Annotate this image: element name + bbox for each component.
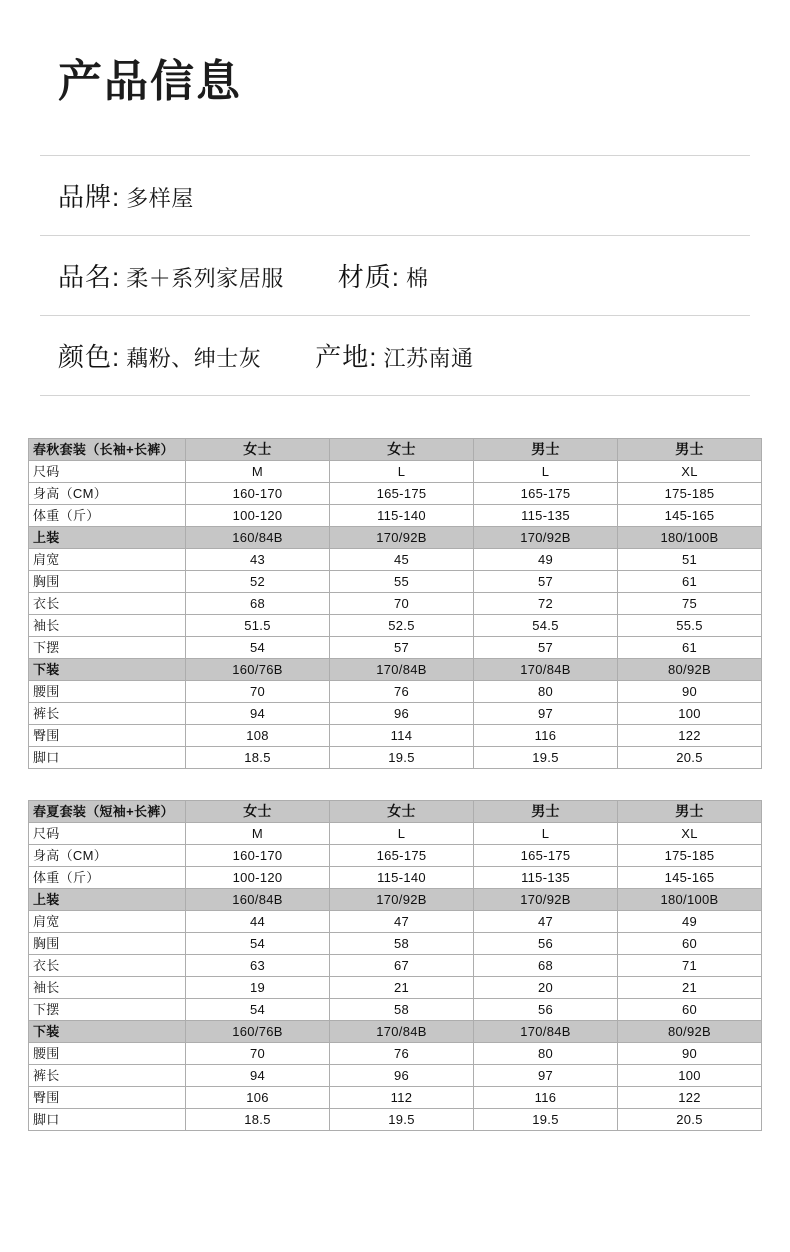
row-label: 体重（斤） bbox=[29, 866, 186, 888]
table-row bbox=[29, 1086, 762, 1108]
product-info-list bbox=[40, 155, 750, 396]
table-cell: 80/92B bbox=[618, 1020, 762, 1042]
table-cell: L bbox=[474, 822, 618, 844]
table-cell: 63 bbox=[186, 954, 330, 976]
table-cell: 170/84B bbox=[474, 658, 618, 680]
table-cell: 180/100B bbox=[618, 526, 762, 548]
table-cell: L bbox=[330, 460, 474, 482]
table-cell: 160/84B bbox=[186, 526, 330, 548]
table-cell: 72 bbox=[474, 592, 618, 614]
table-cell: L bbox=[330, 822, 474, 844]
table-cell: 44 bbox=[186, 910, 330, 932]
table-cell: 52 bbox=[186, 570, 330, 592]
table-row bbox=[29, 976, 762, 998]
table-cell: 19.5 bbox=[474, 1108, 618, 1130]
table-cell: 115-140 bbox=[330, 504, 474, 526]
table-cell: 57 bbox=[474, 636, 618, 658]
table-cell: 58 bbox=[330, 932, 474, 954]
info-pair bbox=[58, 337, 261, 374]
table-cell: 55 bbox=[330, 570, 474, 592]
table-section-row bbox=[29, 1020, 762, 1042]
table-row bbox=[29, 482, 762, 504]
size-table-spring-autumn-set bbox=[28, 438, 762, 769]
info-label: 颜色: bbox=[58, 341, 121, 372]
table-row bbox=[29, 636, 762, 658]
table-cell: 114 bbox=[330, 724, 474, 746]
table-cell: 170/92B bbox=[330, 888, 474, 910]
table-cell: 60 bbox=[618, 998, 762, 1020]
table-cell: 97 bbox=[474, 702, 618, 724]
row-label: 上装 bbox=[29, 526, 186, 548]
table-row bbox=[29, 746, 762, 768]
table-header-row bbox=[29, 800, 762, 822]
table-row bbox=[29, 866, 762, 888]
table-row bbox=[29, 844, 762, 866]
table-cell: 165-175 bbox=[330, 482, 474, 504]
table-cell: 20.5 bbox=[618, 1108, 762, 1130]
table-title-cell: 春夏套装（短袖+长裤） bbox=[29, 800, 186, 822]
row-label: 脚口 bbox=[29, 1108, 186, 1130]
info-row bbox=[40, 316, 750, 396]
table-cell: 47 bbox=[474, 910, 618, 932]
table-cell: 54 bbox=[186, 932, 330, 954]
column-header: 男士 bbox=[618, 800, 762, 822]
table-cell: 80 bbox=[474, 680, 618, 702]
row-label: 衣长 bbox=[29, 954, 186, 976]
table-cell: 70 bbox=[186, 1042, 330, 1064]
row-label: 身高（CM） bbox=[29, 844, 186, 866]
row-label: 下摆 bbox=[29, 998, 186, 1020]
table-cell: 90 bbox=[618, 680, 762, 702]
table-row bbox=[29, 702, 762, 724]
table-cell: 19.5 bbox=[474, 746, 618, 768]
table-cell: L bbox=[474, 460, 618, 482]
table-cell: 170/92B bbox=[474, 526, 618, 548]
table-cell: 115-135 bbox=[474, 504, 618, 526]
table-row bbox=[29, 998, 762, 1020]
table-cell: 170/92B bbox=[474, 888, 618, 910]
table-cell: 100 bbox=[618, 1064, 762, 1086]
table-cell: 100 bbox=[618, 702, 762, 724]
table-cell: 170/84B bbox=[330, 1020, 474, 1042]
row-label: 臀围 bbox=[29, 724, 186, 746]
table-row bbox=[29, 910, 762, 932]
table-cell: 49 bbox=[474, 548, 618, 570]
table-cell: 180/100B bbox=[618, 888, 762, 910]
table-cell: 112 bbox=[330, 1086, 474, 1108]
table-row bbox=[29, 592, 762, 614]
row-label: 体重（斤） bbox=[29, 504, 186, 526]
size-table-wrap-spring-autumn bbox=[28, 438, 762, 769]
table-cell: 165-175 bbox=[330, 844, 474, 866]
table-row bbox=[29, 932, 762, 954]
table-cell: 52.5 bbox=[330, 614, 474, 636]
table-cell: 116 bbox=[474, 724, 618, 746]
column-header: 男士 bbox=[474, 438, 618, 460]
table-row bbox=[29, 504, 762, 526]
table-cell: 175-185 bbox=[618, 844, 762, 866]
table-cell: 70 bbox=[186, 680, 330, 702]
table-cell: M bbox=[186, 822, 330, 844]
table-row bbox=[29, 548, 762, 570]
table-cell: XL bbox=[618, 822, 762, 844]
info-value: 多样屋 bbox=[126, 185, 194, 211]
table-cell: 106 bbox=[186, 1086, 330, 1108]
table-section-row bbox=[29, 888, 762, 910]
row-label: 下装 bbox=[29, 1020, 186, 1042]
table-section-row bbox=[29, 658, 762, 680]
table-cell: 20 bbox=[474, 976, 618, 998]
row-label: 肩宽 bbox=[29, 548, 186, 570]
table-cell: 68 bbox=[474, 954, 618, 976]
table-row bbox=[29, 680, 762, 702]
table-header-row bbox=[29, 438, 762, 460]
row-label: 身高（CM） bbox=[29, 482, 186, 504]
table-cell: 76 bbox=[330, 680, 474, 702]
table-cell: 96 bbox=[330, 1064, 474, 1086]
table-cell: 96 bbox=[330, 702, 474, 724]
table-cell: 170/84B bbox=[330, 658, 474, 680]
table-title-cell: 春秋套装（长袖+长裤） bbox=[29, 438, 186, 460]
table-cell: 47 bbox=[330, 910, 474, 932]
info-value: 江苏南通 bbox=[383, 345, 474, 371]
table-cell: 61 bbox=[618, 570, 762, 592]
info-row bbox=[40, 156, 750, 236]
table-cell: 43 bbox=[186, 548, 330, 570]
table-cell: 108 bbox=[186, 724, 330, 746]
table-row bbox=[29, 460, 762, 482]
table-cell: 49 bbox=[618, 910, 762, 932]
table-cell: 51 bbox=[618, 548, 762, 570]
info-pair bbox=[338, 257, 429, 294]
table-row bbox=[29, 954, 762, 976]
table-row bbox=[29, 570, 762, 592]
row-label: 胸围 bbox=[29, 570, 186, 592]
table-cell: 160/84B bbox=[186, 888, 330, 910]
table-cell: 54.5 bbox=[474, 614, 618, 636]
table-cell: 19.5 bbox=[330, 1108, 474, 1130]
table-cell: 60 bbox=[618, 932, 762, 954]
table-cell: 19.5 bbox=[330, 746, 474, 768]
table-cell: 90 bbox=[618, 1042, 762, 1064]
table-cell: 165-175 bbox=[474, 482, 618, 504]
table-cell: 61 bbox=[618, 636, 762, 658]
table-cell: 70 bbox=[330, 592, 474, 614]
table-cell: 57 bbox=[330, 636, 474, 658]
table-cell: 58 bbox=[330, 998, 474, 1020]
row-label: 下装 bbox=[29, 658, 186, 680]
table-cell: 57 bbox=[474, 570, 618, 592]
table-cell: 94 bbox=[186, 1064, 330, 1086]
row-label: 腰围 bbox=[29, 680, 186, 702]
table-cell: 45 bbox=[330, 548, 474, 570]
column-header: 男士 bbox=[618, 438, 762, 460]
info-label: 品名: bbox=[58, 261, 121, 292]
table-cell: 71 bbox=[618, 954, 762, 976]
table-cell: 100-120 bbox=[186, 504, 330, 526]
table-row bbox=[29, 1064, 762, 1086]
table-section-row bbox=[29, 526, 762, 548]
table-cell: 97 bbox=[474, 1064, 618, 1086]
table-cell: 145-165 bbox=[618, 866, 762, 888]
table-cell: 122 bbox=[618, 724, 762, 746]
table-cell: 170/84B bbox=[474, 1020, 618, 1042]
table-cell: 54 bbox=[186, 998, 330, 1020]
table-cell: 68 bbox=[186, 592, 330, 614]
column-header: 女士 bbox=[330, 800, 474, 822]
table-cell: 170/92B bbox=[330, 526, 474, 548]
table-row bbox=[29, 822, 762, 844]
table-cell: 94 bbox=[186, 702, 330, 724]
info-value: 柔＋系列家居服 bbox=[126, 265, 284, 291]
info-label: 产地: bbox=[315, 341, 378, 372]
table-cell: 80 bbox=[474, 1042, 618, 1064]
table-cell: 160/76B bbox=[186, 1020, 330, 1042]
table-cell: 100-120 bbox=[186, 866, 330, 888]
row-label: 下摆 bbox=[29, 636, 186, 658]
size-table-wrap-spring-summer bbox=[28, 800, 762, 1131]
info-pair bbox=[58, 177, 194, 214]
row-label: 尺码 bbox=[29, 822, 186, 844]
table-row bbox=[29, 614, 762, 636]
table-cell: 20.5 bbox=[618, 746, 762, 768]
table-cell: 160-170 bbox=[186, 844, 330, 866]
table-cell: 145-165 bbox=[618, 504, 762, 526]
row-label: 袖长 bbox=[29, 614, 186, 636]
table-cell: 67 bbox=[330, 954, 474, 976]
column-header: 男士 bbox=[474, 800, 618, 822]
row-label: 上装 bbox=[29, 888, 186, 910]
table-cell: 76 bbox=[330, 1042, 474, 1064]
table-row bbox=[29, 1042, 762, 1064]
table-cell: 21 bbox=[618, 976, 762, 998]
info-pair bbox=[315, 337, 473, 374]
table-cell: M bbox=[186, 460, 330, 482]
row-label: 胸围 bbox=[29, 932, 186, 954]
info-label: 材质: bbox=[337, 261, 400, 292]
table-cell: 80/92B bbox=[618, 658, 762, 680]
table-cell: 56 bbox=[474, 998, 618, 1020]
row-label: 脚口 bbox=[29, 746, 186, 768]
table-cell: 165-175 bbox=[474, 844, 618, 866]
size-table-spring-summer-set bbox=[28, 800, 762, 1131]
table-cell: XL bbox=[618, 460, 762, 482]
row-label: 裤长 bbox=[29, 702, 186, 724]
table-cell: 75 bbox=[618, 592, 762, 614]
table-cell: 18.5 bbox=[186, 746, 330, 768]
table-cell: 160-170 bbox=[186, 482, 330, 504]
column-header: 女士 bbox=[186, 438, 330, 460]
column-header: 女士 bbox=[186, 800, 330, 822]
table-cell: 55.5 bbox=[618, 614, 762, 636]
row-label: 肩宽 bbox=[29, 910, 186, 932]
info-row bbox=[40, 236, 750, 316]
table-cell: 18.5 bbox=[186, 1108, 330, 1130]
page-title: 产品信息 bbox=[58, 57, 242, 106]
row-label: 裤长 bbox=[29, 1064, 186, 1086]
table-cell: 51.5 bbox=[186, 614, 330, 636]
title-block bbox=[0, 0, 790, 109]
table-cell: 116 bbox=[474, 1086, 618, 1108]
table-cell: 21 bbox=[330, 976, 474, 998]
table-cell: 19 bbox=[186, 976, 330, 998]
info-label: 品牌: bbox=[58, 181, 121, 212]
row-label: 衣长 bbox=[29, 592, 186, 614]
table-cell: 54 bbox=[186, 636, 330, 658]
info-value: 棉 bbox=[405, 265, 429, 291]
table-row bbox=[29, 724, 762, 746]
row-label: 袖长 bbox=[29, 976, 186, 998]
row-label: 臀围 bbox=[29, 1086, 186, 1108]
table-cell: 175-185 bbox=[618, 482, 762, 504]
table-cell: 160/76B bbox=[186, 658, 330, 680]
row-label: 尺码 bbox=[29, 460, 186, 482]
table-cell: 115-140 bbox=[330, 866, 474, 888]
table-cell: 115-135 bbox=[474, 866, 618, 888]
column-header: 女士 bbox=[330, 438, 474, 460]
row-label: 腰围 bbox=[29, 1042, 186, 1064]
table-row bbox=[29, 1108, 762, 1130]
table-cell: 56 bbox=[474, 932, 618, 954]
table-cell: 122 bbox=[618, 1086, 762, 1108]
info-pair bbox=[58, 257, 284, 294]
info-value: 藕粉、绅士灰 bbox=[126, 345, 262, 371]
